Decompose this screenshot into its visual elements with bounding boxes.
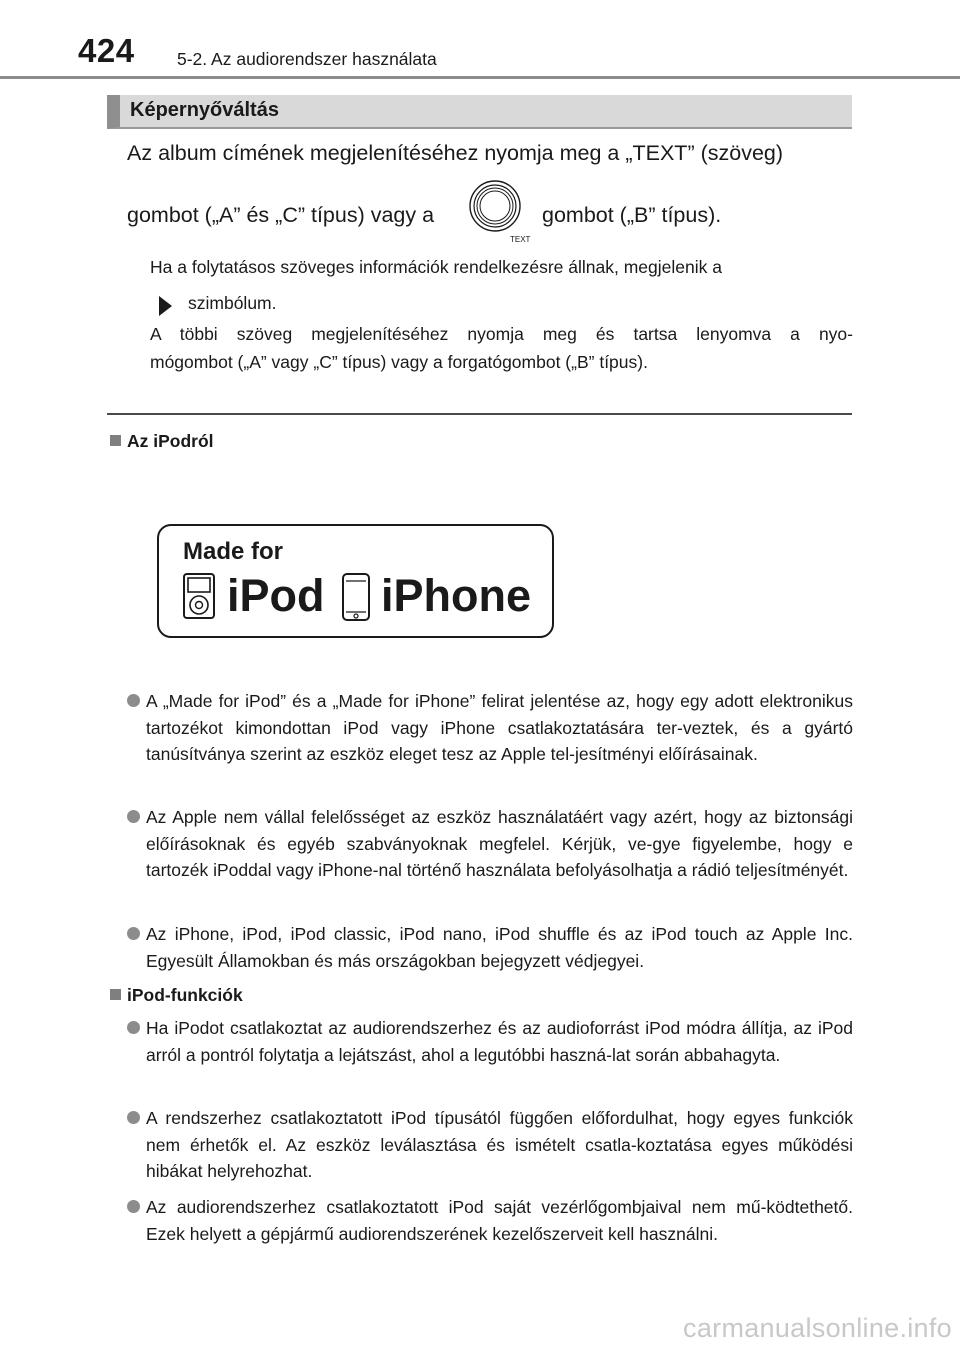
list-item: A rendszerhez csatlakoztatott iPod típusától függően előfordulhat, hogy egyes funkciók nem érhetők el. Az eszköz leválasztása és ismételt csatla-koztatása egyes működési hibákat helyrehozhat. xyxy=(127,1105,853,1185)
chapter-title: 5-2. Az audiorendszer használata xyxy=(177,49,437,69)
instruction-line-2b: gombot („B” típus). xyxy=(542,203,722,227)
header-rule xyxy=(0,76,960,79)
watermark: carmanualsonline.info xyxy=(683,1313,952,1343)
section-title: Képernyőváltás xyxy=(130,99,279,121)
continue-arrow-icon xyxy=(159,296,173,316)
note-line-2a: A többi szöveg megjelenítéséhez nyomja meg és tartsa lenyomva a nyo- xyxy=(150,324,853,344)
list-item: Az iPhone, iPod, iPod classic, iPod nano, iPod shuffle és az iPod touch az Apple Inc. Egyesült Államokban és más országokban bejegyzett védjegyei. xyxy=(127,921,853,974)
bullet-dot-icon xyxy=(127,1021,140,1034)
bullet-dot-icon xyxy=(127,927,140,940)
note-line-1b: szimbólum. xyxy=(188,293,277,313)
square-bullet-icon xyxy=(110,989,121,1000)
list-item: Az Apple nem vállal felelősséget az eszköz használatáért vagy azért, hogy az biztonsági előírásoknak és egyéb szabványoknak megfelel. Kérjük, ve-gye figyelembe, hogy e tartozék iPoddal vagy iPhone-nal történő használata befolyásolhatja a rádió teljesítményét. xyxy=(127,804,853,884)
section-divider xyxy=(107,413,852,415)
bullet-dot-icon xyxy=(127,694,140,707)
instruction-line-2a: gombot („A” és „C” típus) vagy a xyxy=(127,203,435,227)
note-line-2b: mógombot („A” vagy „C” típus) vagy a forgatógombot („B” típus). xyxy=(150,352,648,372)
logo-made-for: Made for xyxy=(183,538,284,565)
bullet-dot-icon xyxy=(127,810,140,823)
note-line-1a: Ha a folytatásos szöveges információk rendelkezésre állnak, megjelenik a xyxy=(150,257,722,277)
logo-iphone: iPhone xyxy=(381,570,532,621)
made-for-ipod-iphone-logo xyxy=(157,524,554,638)
logo-ipod: iPod xyxy=(227,570,325,621)
knob-label: TEXT xyxy=(510,235,531,244)
text-knob-icon xyxy=(467,178,535,246)
section-heading-bar xyxy=(107,95,852,129)
instruction-line-1: Az album címének megjelenítéséhez nyomja meg a „TEXT” (szöveg) xyxy=(127,141,784,165)
page-number: 424 xyxy=(78,32,135,69)
ipod-device-icon xyxy=(183,573,215,619)
ipod-heading: Az iPodról xyxy=(110,431,214,452)
square-bullet-icon xyxy=(110,435,121,446)
bullet-dot-icon xyxy=(127,1111,140,1124)
list-item: A „Made for iPod” és a „Made for iPhone” felirat jelentése az, hogy egy adott elektronikus tartozékot kimondottan iPod vagy iPhone csatlakoztatására ter-veztek, és a gyártó tanúsítványa szerint az eszköz eleget tesz az Apple tel-jesítményi előírásainak. xyxy=(127,688,853,768)
ipod-functions-heading: iPod-funkciók xyxy=(110,985,243,1006)
bullet-dot-icon xyxy=(127,1200,140,1213)
iphone-device-icon xyxy=(342,573,370,621)
list-item: Ha iPodot csatlakoztat az audiorendszerhez és az audioforrást iPod módra állítja, az iPod arról a pontról folytatja a lejátszást, ahol a legutóbbi haszná-lat során abbahagyta. xyxy=(127,1015,853,1068)
list-item: Az audiorendszerhez csatlakoztatott iPod saját vezérlőgombjaival nem mű-ködtethető. Ezek helyett a gépjármű audiorendszerének kezelőszerveit kell használni. xyxy=(127,1194,853,1247)
